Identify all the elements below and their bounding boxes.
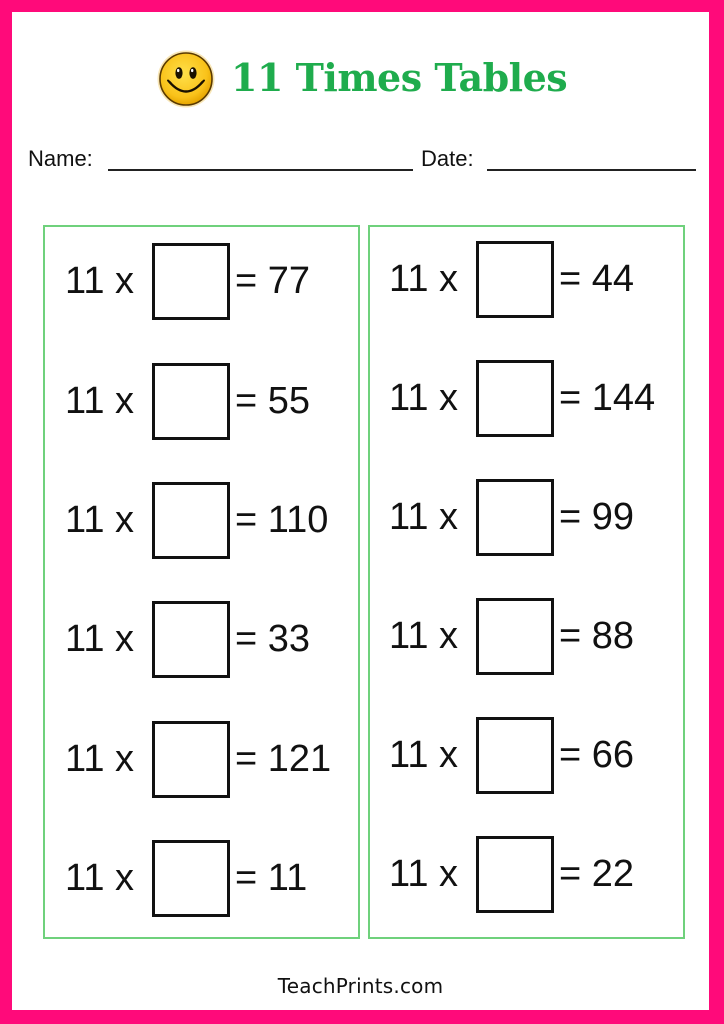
problem-multiplier: 11 x xyxy=(389,496,459,538)
problem-multiplier: 11 x xyxy=(389,258,459,300)
problem-multiplier: 11 x xyxy=(389,377,459,419)
problem-row xyxy=(45,601,358,681)
problem-row xyxy=(45,840,358,920)
name-label: Name: xyxy=(28,146,93,171)
problem-product: = 11 xyxy=(235,857,308,899)
problem-multiplier: 11 x xyxy=(65,738,135,780)
date-label: Date: xyxy=(421,146,474,171)
answer-box[interactable] xyxy=(152,363,230,440)
problem-row xyxy=(370,360,683,440)
problem-row xyxy=(370,836,683,916)
left-problem-panel xyxy=(43,225,360,939)
worksheet-page xyxy=(12,12,709,1010)
problem-row xyxy=(370,241,683,321)
footer-site-name: TeachPrints.com xyxy=(277,974,444,998)
problem-row xyxy=(45,363,358,443)
problem-multiplier: 11 x xyxy=(65,260,135,302)
answer-box[interactable] xyxy=(476,836,554,913)
smiley-face-icon xyxy=(156,49,216,109)
answer-box[interactable] xyxy=(152,601,230,678)
problem-product: = 22 xyxy=(559,853,635,895)
problem-multiplier: 11 x xyxy=(65,857,135,899)
answer-box[interactable] xyxy=(152,721,230,798)
problem-product: = 110 xyxy=(235,499,329,541)
answer-box[interactable] xyxy=(476,598,554,675)
problem-multiplier: 11 x xyxy=(65,499,135,541)
problem-multiplier: 11 x xyxy=(65,380,135,422)
problem-product: = 55 xyxy=(235,380,311,422)
problem-product: = 88 xyxy=(559,615,635,657)
answer-box[interactable] xyxy=(476,479,554,556)
problem-row xyxy=(45,721,358,801)
problem-row xyxy=(45,482,358,562)
problem-multiplier: 11 x xyxy=(389,615,459,657)
answer-box[interactable] xyxy=(476,241,554,318)
problem-product: = 44 xyxy=(559,258,635,300)
answer-box[interactable] xyxy=(476,717,554,794)
problem-product: = 99 xyxy=(559,496,635,538)
date-field[interactable] xyxy=(487,169,696,171)
page-title: 11 Times Tables xyxy=(231,55,568,100)
problem-product: = 77 xyxy=(235,260,311,302)
answer-box[interactable] xyxy=(152,243,230,320)
right-problem-panel xyxy=(368,225,685,939)
problem-row xyxy=(370,717,683,797)
problem-product: = 66 xyxy=(559,734,635,776)
problem-row xyxy=(45,243,358,323)
answer-box[interactable] xyxy=(152,482,230,559)
problem-product: = 33 xyxy=(235,618,311,660)
problem-multiplier: 11 x xyxy=(65,618,135,660)
problem-row xyxy=(370,479,683,559)
problem-product: = 144 xyxy=(559,377,656,419)
name-field[interactable] xyxy=(108,169,413,171)
problem-multiplier: 11 x xyxy=(389,853,459,895)
problem-product: = 121 xyxy=(235,738,332,780)
answer-box[interactable] xyxy=(476,360,554,437)
problem-row xyxy=(370,598,683,678)
answer-box[interactable] xyxy=(152,840,230,917)
problem-multiplier: 11 x xyxy=(389,734,459,776)
